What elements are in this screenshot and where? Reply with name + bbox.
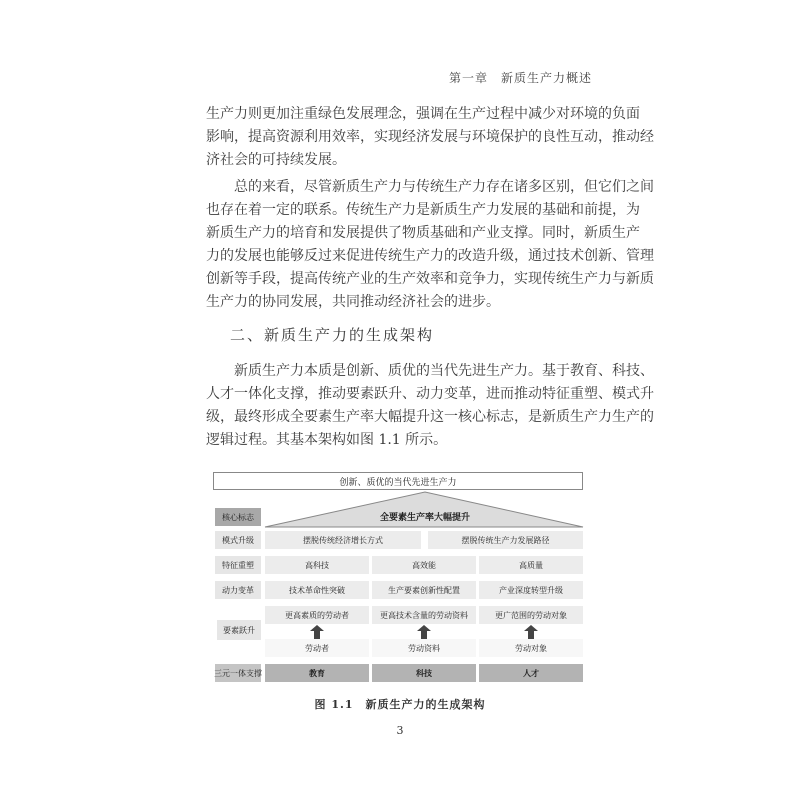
text-line: 创新等手段，提高传统产业的生产效率和竞争力，实现传统生产力与新质 bbox=[206, 271, 654, 287]
up-arrow-icon bbox=[417, 625, 431, 639]
running-header: 第一章 新质生产力概述 bbox=[448, 71, 592, 85]
element-low: 劳动对象 bbox=[479, 639, 583, 657]
feature-item: 高效能 bbox=[372, 556, 476, 574]
label-support: 三元一体支撑 bbox=[215, 664, 261, 682]
core-indicator: 全要素生产率大幅提升 bbox=[379, 512, 470, 523]
support-item: 科技 bbox=[372, 664, 476, 682]
label-power: 动力变革 bbox=[215, 581, 261, 599]
feature-item: 高科技 bbox=[265, 556, 369, 574]
text-line: 级，最终形成全要素生产率大幅提升这一核心标志，是新质生产力生产的 bbox=[206, 409, 654, 425]
text-line: 影响，提高资源利用效率，实现经济发展与环境保护的良性互动，推动经 bbox=[206, 129, 654, 145]
element-low: 劳动资料 bbox=[372, 639, 476, 657]
feature-item: 高质量 bbox=[479, 556, 583, 574]
text-line: 济社会的可持续发展。 bbox=[206, 152, 346, 168]
up-arrow-icon bbox=[310, 625, 324, 639]
label-core: 核心标志 bbox=[215, 508, 261, 526]
text-line: 总的来看，尽管新质生产力与传统生产力存在诸多区别，但它们之间 bbox=[206, 179, 654, 195]
text-line: 生产力则更加注重绿色发展理念，强调在生产过程中减少对环境的负面 bbox=[206, 106, 640, 122]
text-line: 也存在着一定的联系。传统生产力是新质生产力发展的基础和前提，为 bbox=[206, 202, 640, 218]
mode-item: 摆脱传统生产力发展路径 bbox=[428, 531, 583, 549]
element-high: 更广范围的劳动对象 bbox=[479, 606, 583, 624]
figure-caption: 图 1.1 新质生产力的生成架构 bbox=[314, 698, 486, 711]
label-mode: 模式升级 bbox=[215, 531, 261, 549]
label-element: 要素跃升 bbox=[217, 620, 261, 640]
element-high: 更高素质的劳动者 bbox=[265, 606, 369, 624]
element-high: 更高技术含量的劳动资料 bbox=[372, 606, 476, 624]
power-item: 技术革命性突破 bbox=[265, 581, 369, 599]
mode-item: 摆脱传统经济增长方式 bbox=[265, 531, 421, 549]
text-line: 新质生产力本质是创新、质优的当代先进生产力。基于教育、科技、 bbox=[206, 363, 654, 379]
support-item: 人才 bbox=[479, 664, 583, 682]
label-feature: 特征重塑 bbox=[215, 556, 261, 574]
up-arrow-icon bbox=[524, 625, 538, 639]
text-line: 生产力的协同发展，共同推动经济社会的进步。 bbox=[206, 294, 500, 310]
text-line: 逻辑过程。其基本架构如图 1.1 所示。 bbox=[206, 432, 448, 448]
text-line: 力的发展也能够反过来促进传统生产力的改造升级，通过技术创新、管理 bbox=[206, 248, 654, 264]
text-line: 人才一体化支撑，推动要素跃升、动力变革，进而推动特征重塑、模式升 bbox=[206, 386, 654, 402]
figure-top-box: 创新、质优的当代先进生产力 bbox=[213, 472, 583, 490]
text-line: 新质生产力的培育和发展提供了物质基础和产业支撑。同时，新质生产 bbox=[206, 225, 640, 241]
section-heading: 二、新质生产力的生成架构 bbox=[230, 326, 435, 344]
element-low: 劳动者 bbox=[265, 639, 369, 657]
power-item: 生产要素创新性配置 bbox=[372, 581, 476, 599]
power-item: 产业深度转型升级 bbox=[479, 581, 583, 599]
support-item: 教育 bbox=[265, 664, 369, 682]
page-number: 3 bbox=[396, 724, 404, 737]
